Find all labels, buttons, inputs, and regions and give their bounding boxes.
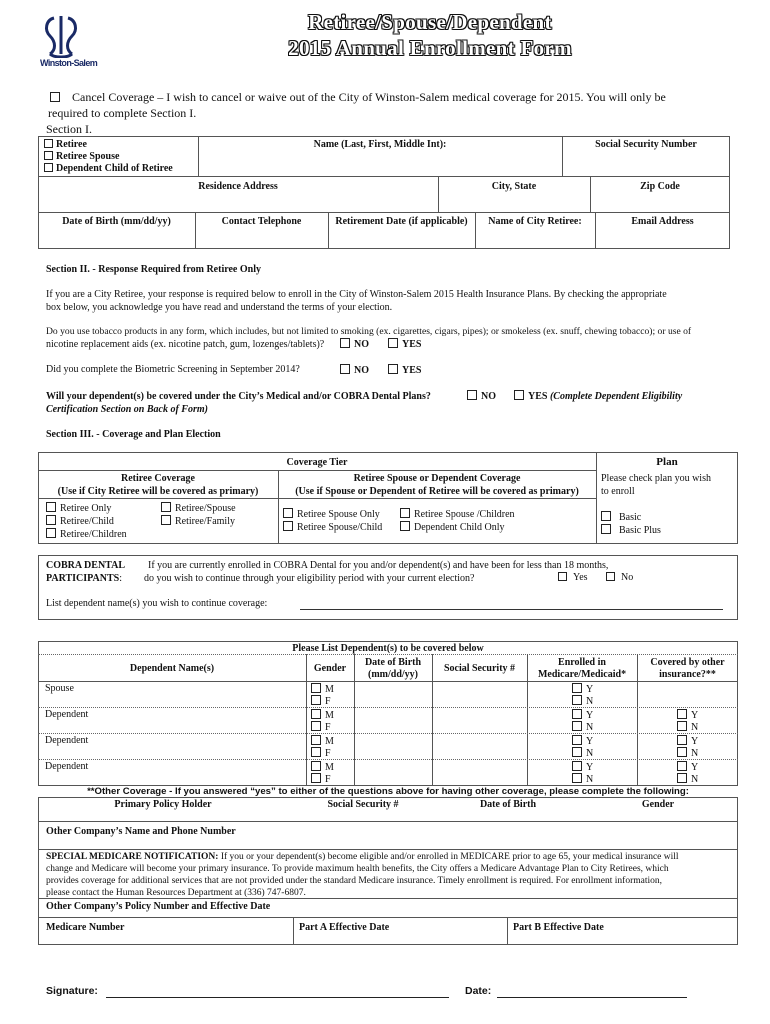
special-medicare-1: SPECIAL MEDICARE NOTIFICATION: If you or your dependent(s) become eligible and/or enrolled in MEDICARE prior to age 65, your medical insurance will bbox=[46, 852, 679, 862]
cobra-no[interactable]: No bbox=[606, 572, 633, 583]
plan-note-2: to enroll bbox=[601, 486, 635, 497]
dental-yes-checkbox[interactable] bbox=[514, 390, 524, 400]
other-ssn: Social Security # bbox=[327, 799, 399, 810]
gender-f[interactable]: F bbox=[311, 695, 331, 707]
cobra-yes[interactable]: Yes bbox=[558, 572, 588, 583]
gender-f[interactable]: F bbox=[311, 747, 331, 759]
gender-f-checkbox[interactable] bbox=[311, 721, 321, 731]
retiree-checkbox[interactable] bbox=[44, 139, 53, 148]
dental-no-checkbox[interactable] bbox=[467, 390, 477, 400]
biometric-no-checkbox[interactable] bbox=[340, 364, 350, 374]
opt-retiree-only[interactable]: Retiree Only bbox=[46, 502, 111, 514]
opt-spouse-only[interactable]: Retiree Spouse Only bbox=[283, 508, 380, 520]
ssn-field-label: Social Security Number bbox=[595, 139, 697, 150]
primary-policy-holder: Primary Policy Holder bbox=[114, 799, 212, 810]
special-medicare-3: provides coverage for additional services that are not provided under the standard Medicare insurance. Timely enrollment is required. For enrollment information, bbox=[46, 876, 662, 886]
section3-heading: Section III. - Coverage and Plan Election bbox=[46, 429, 221, 440]
enrolled-n[interactable]: N bbox=[572, 695, 593, 707]
other-n-checkbox[interactable] bbox=[677, 721, 687, 731]
opt-spouse-children[interactable]: Retiree Spouse /Children bbox=[400, 508, 515, 520]
opt-retiree-child[interactable]: Retiree/Child bbox=[46, 515, 114, 527]
other-n-checkbox[interactable] bbox=[677, 747, 687, 757]
enrolled-n[interactable]: N bbox=[572, 747, 593, 759]
other-y-checkbox[interactable] bbox=[677, 761, 687, 771]
plan-basic-plus-checkbox[interactable] bbox=[601, 524, 611, 534]
plan-basic[interactable]: Basic bbox=[601, 511, 641, 523]
other-coverage-note: **Other Coverage - If you answered “yes” to either of the questions above for having other coverage, please complete the following: bbox=[87, 786, 689, 797]
email-field-label: Email Address bbox=[631, 216, 694, 227]
biometric-yes-checkbox[interactable] bbox=[388, 364, 398, 374]
form-title-line1: Retiree/Spouse/Dependent bbox=[308, 10, 552, 34]
tobacco-q-2: nicotine replacement aids (ex. nicotine patch, gum, lozenges/tablets)? bbox=[46, 339, 325, 350]
opt-spouse-child[interactable]: Retiree Spouse/Child bbox=[283, 521, 382, 533]
enrolled-n-checkbox[interactable] bbox=[572, 721, 582, 731]
col-other-1: Covered by other bbox=[650, 657, 725, 668]
retiree-coverage-title: Retiree Coverage bbox=[121, 473, 195, 484]
cancel-text-2: required to complete Section I. bbox=[48, 106, 197, 120]
enrolled-n-checkbox[interactable] bbox=[572, 747, 582, 757]
enrolled-y-checkbox[interactable] bbox=[572, 735, 582, 745]
gender-f-checkbox[interactable] bbox=[311, 747, 321, 757]
retiree-spouse-checkbox[interactable] bbox=[44, 151, 53, 160]
gender-f-checkbox[interactable] bbox=[311, 773, 321, 783]
opt-retiree[interactable]: Retiree bbox=[44, 139, 87, 150]
opt-dependent-child[interactable]: Dependent Child of Retiree bbox=[44, 163, 173, 174]
gender-m-checkbox[interactable] bbox=[311, 709, 321, 719]
form-title-line2: 2015 Annual Enrollment Form bbox=[288, 36, 572, 60]
enrolled-n[interactable]: N bbox=[572, 773, 593, 785]
address-field-label: Residence Address bbox=[198, 181, 278, 192]
city-logo bbox=[40, 14, 98, 72]
gender-f[interactable]: F bbox=[311, 773, 331, 785]
enrolled-y[interactable]: Y bbox=[572, 761, 593, 773]
retiree-family-checkbox[interactable] bbox=[161, 515, 171, 525]
section2-para-2: box below, you acknowledge you have read and understand the terms of your election. bbox=[46, 302, 393, 313]
enrolled-y-checkbox[interactable] bbox=[572, 709, 582, 719]
row-label-dependent: Dependent bbox=[45, 735, 89, 746]
enrolled-n-checkbox[interactable] bbox=[572, 773, 582, 783]
other-dob: Date of Birth bbox=[479, 799, 537, 810]
section2-para-1: If you are a City Retiree, your response is required below to enroll in the City of Winston-Salem 2015 Health Insurance Plans. By checking the appropriate bbox=[46, 289, 667, 300]
enrolled-y-checkbox[interactable] bbox=[572, 683, 582, 693]
other-n-checkbox[interactable] bbox=[677, 773, 687, 783]
spouse-coverage-title: Retiree Spouse or Dependent Coverage bbox=[353, 473, 521, 484]
biometric-q: Did you complete the Biometric Screening in September 2014? bbox=[46, 364, 300, 375]
enrolled-n[interactable]: N bbox=[572, 721, 593, 733]
tobacco-no[interactable]: NO bbox=[340, 338, 369, 350]
col-gender: Gender bbox=[313, 663, 347, 674]
dental-no[interactable]: NO bbox=[467, 390, 496, 402]
logo-text: Winston-Salem bbox=[40, 58, 98, 68]
dental-q: Will your dependent(s) be covered under the City’s Medical and/or COBRA Dental Plans? bbox=[46, 391, 431, 402]
col-dob-2: (mm/dd/yy) bbox=[368, 669, 418, 680]
gender-f-checkbox[interactable] bbox=[311, 695, 321, 705]
signature-label: Signature: bbox=[46, 985, 98, 997]
col-other-2: insurance?** bbox=[659, 669, 716, 680]
cobra-no-checkbox[interactable] bbox=[606, 572, 615, 581]
medicare-number: Medicare Number bbox=[46, 922, 125, 933]
cobra-list-label: List dependent name(s) you wish to continue coverage: bbox=[46, 598, 268, 609]
enrolled-y[interactable]: Y bbox=[572, 709, 593, 721]
plan-basic-checkbox[interactable] bbox=[601, 511, 611, 521]
gender-m[interactable]: M bbox=[311, 683, 334, 695]
phone-field-label: Contact Telephone bbox=[221, 216, 302, 227]
retiree-children-checkbox[interactable] bbox=[46, 528, 56, 538]
cobra-text-2: do you wish to continue through your eligibility period with your current election? bbox=[144, 573, 475, 584]
row-label-spouse: Spouse bbox=[45, 683, 74, 694]
special-medicare-2: change and Medicare will become your primary insurance. To provide maximum health benefits, the City offers a Medicare Advantage Plan to City Retirees, which bbox=[46, 864, 669, 874]
other-y-checkbox[interactable] bbox=[677, 709, 687, 719]
other-y[interactable]: Y bbox=[677, 761, 698, 773]
tobacco-yes-checkbox[interactable] bbox=[388, 338, 398, 348]
other-gender: Gender bbox=[641, 799, 675, 810]
enrolled-y[interactable]: Y bbox=[572, 735, 593, 747]
special-medicare-4: please contact the Human Resources Department at (336) 747-6807. bbox=[46, 888, 306, 898]
col-dob-1: Date of Birth bbox=[364, 657, 422, 668]
name-field-label: Name (Last, First, Middle Int): bbox=[313, 139, 447, 150]
gender-f[interactable]: F bbox=[311, 721, 331, 733]
tobacco-q-1: Do you use tobacco products in any form, which includes, but not limited to smoking (ex. cigarettes, cigars, pipes); or smokeless (ex. snuff, chewing tobacco); or use of bbox=[46, 326, 692, 337]
cobra-list-line[interactable] bbox=[300, 609, 723, 610]
cancel-text-1: Cancel Coverage – I wish to cancel or waive out of the City of Winston-Salem medical coverage for 2015. You will only be bbox=[72, 90, 666, 104]
biometric-no[interactable]: NO bbox=[340, 364, 369, 376]
other-y[interactable]: Y bbox=[677, 735, 698, 747]
section2-heading: Section II. - Response Required from Retiree Only bbox=[46, 264, 261, 275]
dependents-heading: Please List Dependent(s) to be covered below bbox=[292, 643, 484, 654]
plan-basic-plus[interactable]: Basic Plus bbox=[601, 524, 661, 536]
retiree-spouse-tier-checkbox[interactable] bbox=[161, 502, 171, 512]
other-y-checkbox[interactable] bbox=[677, 735, 687, 745]
dependent-child-checkbox[interactable] bbox=[44, 163, 53, 172]
section1-label: Section I. bbox=[46, 122, 92, 136]
spouse-only-checkbox[interactable] bbox=[283, 508, 293, 518]
other-n[interactable]: N bbox=[677, 747, 698, 759]
other-policy: Other Company’s Policy Number and Effective Date bbox=[46, 901, 271, 912]
plan-note-1: Please check plan you wish bbox=[601, 473, 711, 484]
retiree-only-checkbox[interactable] bbox=[46, 502, 56, 512]
dental-yes-note-2: Certification Section on Back of Form) bbox=[46, 404, 208, 415]
tobacco-no-checkbox[interactable] bbox=[340, 338, 350, 348]
opt-retiree-spouse[interactable]: Retiree Spouse bbox=[44, 151, 119, 162]
enrolled-n-checkbox[interactable] bbox=[572, 695, 582, 705]
other-company: Other Company’s Name and Phone Number bbox=[46, 826, 236, 837]
plan-label: Plan bbox=[656, 456, 678, 468]
opt-dependent-child-only[interactable]: Dependent Child Only bbox=[400, 521, 505, 533]
cobra-label-2: PARTICIPANTS: bbox=[46, 573, 122, 584]
spouse-children-checkbox[interactable] bbox=[400, 508, 410, 518]
opt-retiree-children[interactable]: Retiree/Children bbox=[46, 528, 127, 540]
enrolled-y-checkbox[interactable] bbox=[572, 761, 582, 771]
section1-table bbox=[38, 136, 730, 249]
retirement-date-label: Retirement Date (if applicable) bbox=[335, 216, 468, 227]
col-ssn: Social Security # bbox=[443, 663, 516, 674]
city-retiree-label: Name of City Retiree: bbox=[488, 216, 582, 227]
opt-retiree-family[interactable]: Retiree/Family bbox=[161, 515, 235, 527]
cobra-label-1: COBRA DENTAL bbox=[46, 560, 125, 571]
gender-m[interactable]: M bbox=[311, 735, 334, 747]
cobra-yes-checkbox[interactable] bbox=[558, 572, 567, 581]
gender-m-checkbox[interactable] bbox=[311, 761, 321, 771]
cobra-text-1: If you are currently enrolled in COBRA Dental for you and/or dependent(s) and have been for less than 18 months, bbox=[148, 560, 609, 571]
date-label: Date: bbox=[465, 985, 492, 997]
opt-retiree-spouse-tier[interactable]: Retiree/Spouse bbox=[161, 502, 236, 514]
zip-field-label: Zip Code bbox=[640, 181, 680, 192]
biometric-yes[interactable]: YES bbox=[388, 364, 421, 376]
col-enrolled-2: Medicare/Medicaid* bbox=[537, 669, 627, 680]
col-dependent-name: Dependent Name(s) bbox=[129, 663, 215, 674]
dob-field-label: Date of Birth (mm/dd/yy) bbox=[62, 216, 171, 227]
coverage-tier-label: Coverage Tier bbox=[286, 457, 348, 468]
retiree-child-checkbox[interactable] bbox=[46, 515, 56, 525]
row-label-dependent: Dependent bbox=[45, 709, 89, 720]
gender-m[interactable]: M bbox=[311, 761, 334, 773]
col-enrolled-1: Enrolled in bbox=[558, 657, 606, 668]
other-y[interactable]: Y bbox=[677, 709, 698, 721]
signature-line[interactable] bbox=[106, 997, 449, 998]
part-a-date: Part A Effective Date bbox=[299, 922, 390, 933]
gender-m-checkbox[interactable] bbox=[311, 735, 321, 745]
cancel-checkbox[interactable] bbox=[50, 92, 60, 102]
city-field-label: City, State bbox=[491, 181, 537, 192]
city-monogram-icon bbox=[40, 14, 82, 58]
spouse-child-checkbox[interactable] bbox=[283, 521, 293, 531]
gender-m[interactable]: M bbox=[311, 709, 334, 721]
other-n[interactable]: N bbox=[677, 721, 698, 733]
spouse-coverage-sub: (Use if Spouse or Dependent of Retiree will be covered as primary) bbox=[295, 486, 579, 497]
tobacco-yes[interactable]: YES bbox=[388, 338, 421, 350]
enrolled-y[interactable]: Y bbox=[572, 683, 593, 695]
date-line[interactable] bbox=[497, 997, 687, 998]
gender-m-checkbox[interactable] bbox=[311, 683, 321, 693]
dental-yes[interactable]: YES (Complete Dependent Eligibility bbox=[514, 390, 682, 402]
retiree-coverage-sub: (Use if City Retiree will be covered as primary) bbox=[57, 486, 259, 497]
other-n[interactable]: N bbox=[677, 773, 698, 785]
part-b-date: Part B Effective Date bbox=[513, 922, 604, 933]
row-label-dependent: Dependent bbox=[45, 761, 89, 772]
dependent-child-only-checkbox[interactable] bbox=[400, 521, 410, 531]
cancel-coverage bbox=[50, 90, 666, 105]
